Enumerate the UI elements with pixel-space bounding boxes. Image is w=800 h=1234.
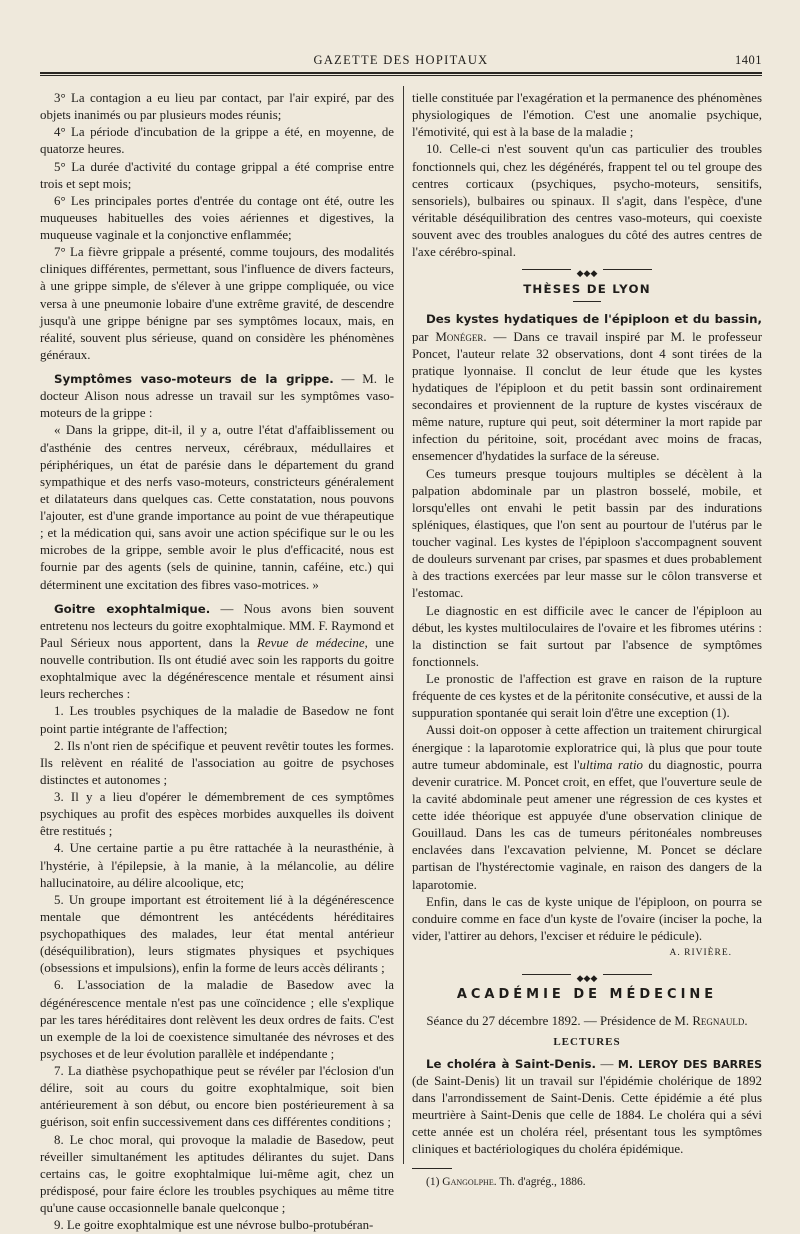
- article-heading: Symptômes vaso-moteurs de la grippe.: [54, 372, 334, 386]
- paragraph: 7° La fièvre grippale a présenté, comme toujours, des modalités cliniques différentes, permettant, sous l'influence de divers facteurs, à une grippe simple, de s'élever à une grippe compliquée, ou vice versa à une pneumonie lobaire d'une extrême gravité, de descendre jusqu'à une grippe bénigne par ses symptômes locaux, mais, en réalité, souvent plus sérieuse, quand on considère les phénomènes généraux.: [40, 245, 394, 362]
- list-item: 4. Une certaine partie a pu être rattachée à la neurasthénie, à l'hystérie, à l'épilepsie, à la manie, à la mélancolie, au délire hallucinatoire, au délire alcoolique, etc;: [40, 841, 394, 890]
- list-item: 7. La diathèse psychopathique peut se révéler par l'éclosion d'un délire, soit au cours du goitre exophtalmique, soit bien antérieurement à son début, ou encore bien postérieurement à sa guérison, soit enfin successivement dans ces différentes conditions ;: [40, 1064, 394, 1130]
- header-rule: [40, 72, 762, 76]
- list-item: 5. Un groupe important est étroitement lié à la dégénérescence mentale que démontrent les antécédents héréditaires psychopathiques des malades, leur état mental antérieur (déséquilibration), leurs stigmates physiques et psychiques (obsessions et impulsions), enfin la forme de leurs accès délirants ;: [40, 892, 394, 976]
- paragraph: Le pronostic de l'affection est grave en raison de la rupture fréquente de ces kystes et de la péritonite consécutive, et aussi de la suppuration spontanée qui serait loin d'être une exception (1).: [412, 672, 762, 721]
- list-item: 2. Ils n'ont rien de spécifique et peuvent revêtir toutes les formes. Ils relèvent en réalité de l'association au goitre de psychoses distinctes et autonomes ;: [40, 738, 394, 787]
- paragraph: 6° Les principales portes d'entrée du contage ont été, outre les muqueuses habituelles des voies aériennes et digestives, la muqueuse vaginale et la conjonctive enflammée;: [40, 193, 394, 242]
- article-kystes: Des kystes hydatiques de l'épiploon et du bassin, par Monéger. — Dans ce travail inspiré par M. le professeur Poncet, l'auteur relate 32 observations, dont 4 sont tirées de la pratique lyonnaise. Il conclut de leur étude que les kystes hydatiques de l'épiploon et du petit bassin sont ordinairement secondaires et proviennent de la rupture de kystes viscéraux de même nature, rupture qui peut, soit déterminer la mort rapide par infection du péritoine, soit, procédant avec moins de fracas, ensemencer d'hydatides la surface de la séreuse.: [412, 312, 763, 464]
- journal-reference: Revue de médecine: [257, 635, 365, 650]
- section-ornament: ◆◆◆: [412, 265, 762, 273]
- list-item: 3. Il y a lieu d'opérer le démembrement de ces symptômes psychiques au profit des espèces morbides auxquelles ils doivent être restitués ;: [40, 790, 394, 839]
- article-vasomoteurs: [40, 371, 394, 422]
- list-item: 8. Le choc moral, qui provoque la maladie de Basedow, peut réveiller simultanément les aptitudes délirantes du sujet. Dans certains cas, le goitre exophtalmique lui-même agit, chez un prédisposé, pour faire éclore les troubles psychiques au même titre qu'une cause occasionnelle banale quelconque ;: [40, 1132, 394, 1215]
- list-item: 6. L'association de la maladie de Basedow avec la dégénérescence mentale n'est pas une coïncidence ; elle s'explique par les tares héréditaires dont relèvent les deux ordres de faits. C'est un exemple de la loi de coexistence simultanée des névroses et des psychoses et de leur évolution parallèle et indépendante ;: [40, 978, 394, 1061]
- author-name: M. LEROY DES BARRES: [617, 1057, 763, 1071]
- paragraph: 3° La contagion a eu lieu par contact, par l'air expiré, par des objets inanimés ou par plusieurs modes réunis;: [40, 91, 394, 123]
- list-item: 9. Le goitre exophtalmique est une névrose bulbo-protubéran-: [54, 1218, 374, 1233]
- right-column: [412, 90, 762, 1191]
- quote-paragraph: « Dans la grippe, dit-il, il y a, outre l'état d'affaiblissement ou d'asthénie des centres nerveux, cérébraux, médullaires et périphériques, un état de parésie dans le département du grand sympathique et des nerfs vaso-moteurs, constricteurs généralement et dilatateurs dans quelques cas. Cette constatation, nous pouvons l'ajouter, est d'une grande importance au point de vue thérapeutique ; et la médication qui, sans avoir une action spécifique sur le ou les microbes de la grippe, semble avoir le plus d'efficacité, nous est fournie par des agents (sels de quinine, tannin, caféine, etc.) qui déterminent une excitation des fibres vaso-motrices. »: [40, 423, 394, 592]
- article-cholera: Le choléra à Saint-Denis. — M. LEROY DES BARRES (de Saint-Denis) lit un travail sur l'épidémie cholérique de 1892 dans l'arrondissement de Saint-Denis. Cette épidémie a été plus meurtrière à Saint-Denis que celle de 1884. Le choléra qui a sévi cette année est un choléra réel, présentant tous les symptômes cliniques et bactériologiques du choléra épidémique.: [412, 1056, 763, 1157]
- paragraph: 4° La période d'incubation de la grippe a été, en moyenne, de quatorze heures.: [40, 125, 394, 157]
- footnote-rule: [412, 1168, 452, 1169]
- paragraph: Enfin, dans le cas de kyste unique de l'épiploon, on pourra se conduire comme en face d'un kyste de l'ovaire (inciser la poche, la vider, l'attirer au dehors, l'exciser et réduire le pédicule).: [412, 894, 762, 943]
- journal-title: GAZETTE DES HOPITAUX: [313, 53, 489, 67]
- left-column: [40, 90, 394, 1234]
- footnote: (1) Gangolphe. Th. d'agrég., 1886.: [426, 1176, 586, 1189]
- page-header: [40, 48, 762, 70]
- column-divider: [403, 86, 404, 1164]
- list-item: 10. Celle-ci n'est souvent qu'un cas particulier des troubles fonctionnels qui, chez les dégénérés, frappent tel ou tel groupe des centres corticaux (psychiques, psycho-moteurs, sensitifs, sensoriels), bulbaires ou spinaux. Il s'agit, dans l'espèce, d'une véritable déséquilibration des centres vaso-moteurs, qui coexiste souvent avec des troubles analogues du côté des autres centres de l'axe cérébro-spinal.: [412, 142, 762, 260]
- subsection-title: LECTURES: [553, 1036, 621, 1049]
- president-name: Regnauld: [692, 1014, 745, 1029]
- paragraph: Ces tumeurs presque toujours multiples se décèlent à la palpation abdominale par un plastron bosselé, mobile, et lorsqu'elles ont envahi le petit bassin par des indurations spléniques, élastiques, que l'on sent au pourtour de l'utérus par le toucher vaginal. Les kystes de l'épiploon s'accompagnent souvent de douleurs survenant par crises, par spasmes et dues probablement à des tractions exercées par leur masse sur le côlon transverse et l'estomac.: [412, 466, 762, 601]
- section-title-academie: ACADÉMIE DE MÉDECINE: [456, 987, 718, 1003]
- signature: A. RIVIÈRE.: [669, 948, 732, 958]
- short-rule: [573, 301, 601, 302]
- list-item: 1. Les troubles psychiques de la maladie de Basedow ne font point partie intégrante de l'affection;: [40, 704, 394, 736]
- paragraph: tielle constituée par l'exagération et la permanence des phénomènes physiologiques de l'émotion. C'est une anomalie psychique, l'émotivité, qui est à la base de la maladie ;: [412, 91, 762, 140]
- article-heading: Le choléra à Saint-Denis.: [426, 1056, 597, 1071]
- article-intro: — M. le docteur Alison nous adresse un travail sur les symptômes vaso-moteurs de la grippe :: [40, 372, 395, 421]
- page-number: 1401: [735, 53, 762, 67]
- paragraph: 5° La durée d'activité du contage grippal a été comprise entre trois et sept mois;: [40, 159, 394, 191]
- section-title-theses: THÈSES DE LYON: [523, 282, 651, 297]
- article-heading: Goitre exophtalmique.: [54, 601, 211, 616]
- paragraph: Aussi doit-on opposer à cette affection un traitement chirurgical énergique : la laparotomie exploratrice qui, là plus que pour toute autre tumeur abdominale, est l'ultima ratio du diagnostic, pourra devenir curatrice. M. Poncet croit, en effet, que l'ouverture seule de la cavité abdominale peut amener une régression de ces kystes et cette idée théorique est appuyée d'une observation clinique de Gouillaud. Dans les cas de tumeurs péritonéales nombreuses enclavées dans l'excavation pelvienne, M. Poncet se déclare partisan de l'hystérectomie vaginale, en raison des dangers de la laparotomie.: [412, 723, 762, 892]
- seance-line: Séance du 27 décembre 1892. — Présidence de M. Regnauld.: [426, 1014, 748, 1029]
- paragraph: Le diagnostic en est difficile avec le cancer de l'épiploon au début, les kystes multiloculaires de l'ovaire et les fibromes utérins : la distinction se fait surtout par l'absence de symptômes fonctionnels.: [412, 603, 762, 669]
- author-name: Monéger: [435, 329, 484, 344]
- article-heading: Des kystes hydatiques de l'épiploon et du bassin,: [426, 312, 762, 327]
- section-ornament: ◆◆◆: [412, 970, 762, 978]
- article-goitre: Goitre exophtalmique. — Nous avons bien souvent entretenu nos lecteurs du goitre exophtalmique. MM. F. Raymond et Paul Sérieux nous apportent, dans la Revue de médecine, une nouvelle contribution. Ils ont étudié avec soin les rapports du goitre exophtalmique avec la dégénérescence mentale et résument ainsi leurs recherches :: [40, 601, 395, 702]
